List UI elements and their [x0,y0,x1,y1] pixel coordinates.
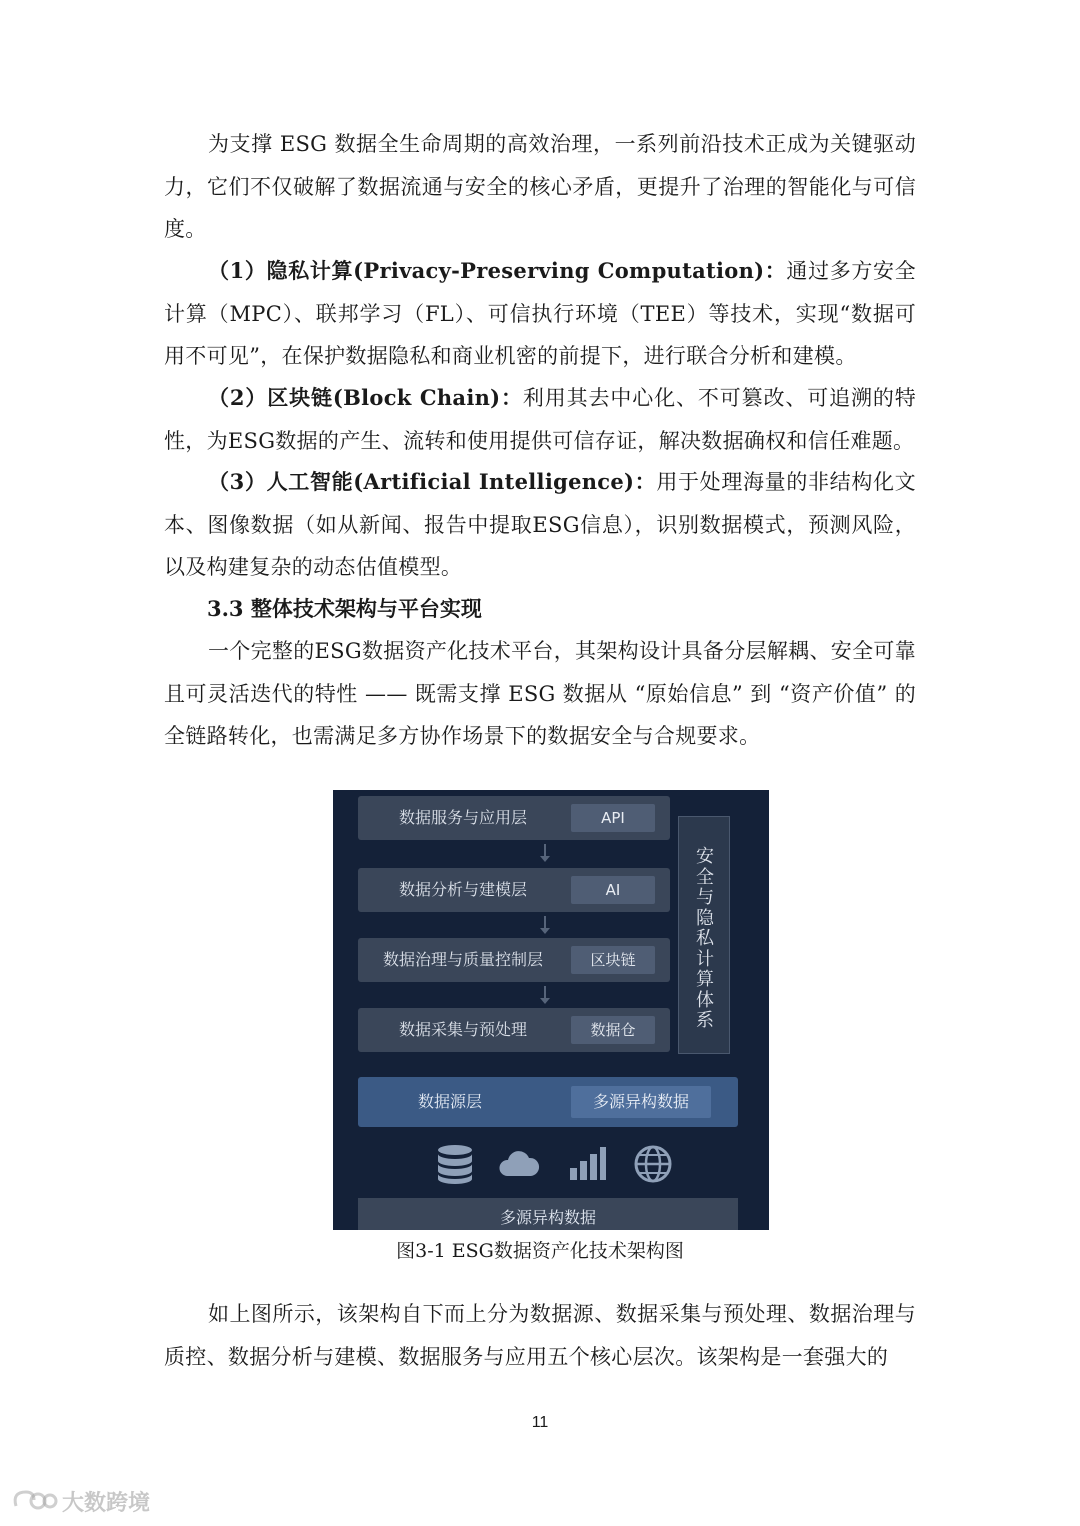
flow-arrow [544,916,546,930]
layer-tag: AI [571,876,655,904]
layer-governance [358,938,670,982]
security-privacy-column [678,816,730,1054]
layer-service [358,796,670,840]
cloud-icon [497,1142,541,1186]
section-paragraph: 一个完整的ESG数据资产化技术平台，其架构设计具备分层解耦、安全可靠且可灵活迭代的特性 —— 既需支撑 ESG 数据从 “原始信息” 到 “资产价值” 的全链路转化，也需满足多方协作场景下的数据安全与合规要求。 [164,639,916,748]
page-number: 11 [531,1414,549,1431]
security-label: 安全与隐私计算体系 [696,846,714,1031]
layer-analysis [358,868,670,912]
layer-tag: 多源异构数据 [571,1086,711,1118]
architecture-figure [333,790,769,1230]
watermark [10,1482,160,1522]
flow-arrow [544,844,546,858]
item-ai [164,461,916,589]
layer-name: 数据治理与质量控制层 [382,950,543,969]
item-text: 利用其去中心化、不可篡改、可追溯的特性，为ESG数据的产生、流转和使用提供可信存证，解决数据确权和信任难题。 [164,386,916,453]
globe-icon [631,1142,675,1186]
database-icon [433,1142,477,1186]
layer-tag: 区块链 [571,946,655,974]
layer-tag: 数据仓 [571,1016,655,1044]
layer-tag: API [571,804,655,832]
bottom-label: 多源异构数据 [499,1208,596,1227]
watermark-text: 大数跨境 [62,1491,151,1516]
item-label: （2）区块链(Block Chain)： [208,385,523,410]
source-icons [333,1142,769,1188]
bar-chart-icon [565,1142,609,1186]
layer-name: 数据源层 [418,1092,483,1111]
item-label: （3）人工智能(Artificial Intelligence)： [208,469,657,494]
layer-name: 数据分析与建模层 [398,880,527,899]
layer-name: 数据采集与预处理 [398,1020,527,1039]
after-figure-paragraph: 如上图所示，该架构自下而上分为数据源、数据采集与预处理、数据治理与质控、数据分析与建模、数据服务与应用五个核心层次。该架构是一套强大的 [164,1302,916,1369]
section-heading: 3.3 整体技术架构与平台实现 [207,596,482,621]
item-text: 用于处理海量的非结构化文本、图像数据（如从新闻、报告中提取ESG信息），识别数据模式，预测风险，以及构建复杂的动态估值模型。 [164,470,916,579]
figure-caption: 图3-1 ESG数据资产化技术架构图 [396,1240,684,1262]
intro-paragraph: 为支撑 ESG 数据全生命周期的高效治理，一系列前沿技术正成为关键驱动力，它们不仅破解了数据流通与安全的核心矛盾，更提升了治理的智能化与可信度。 [164,132,916,241]
layer-name: 数据服务与应用层 [398,808,527,827]
bottom-data-bar [358,1198,738,1230]
layer-collection [358,1008,670,1052]
item-text: 通过多方安全计算（MPC）、联邦学习（FL）、可信执行环境（TEE）等技术，实现“数据可用不可见”，在保护数据隐私和商业机密的前提下，进行联合分析和建模。 [164,259,916,368]
watermark-logo-icon [10,1486,58,1516]
layer-source [358,1077,738,1127]
item-privacy-computing [164,250,916,378]
item-label: （1）隐私计算(Privacy-Preserving Computation)： [208,258,787,283]
item-blockchain [164,377,916,462]
flow-arrow [544,986,546,1000]
